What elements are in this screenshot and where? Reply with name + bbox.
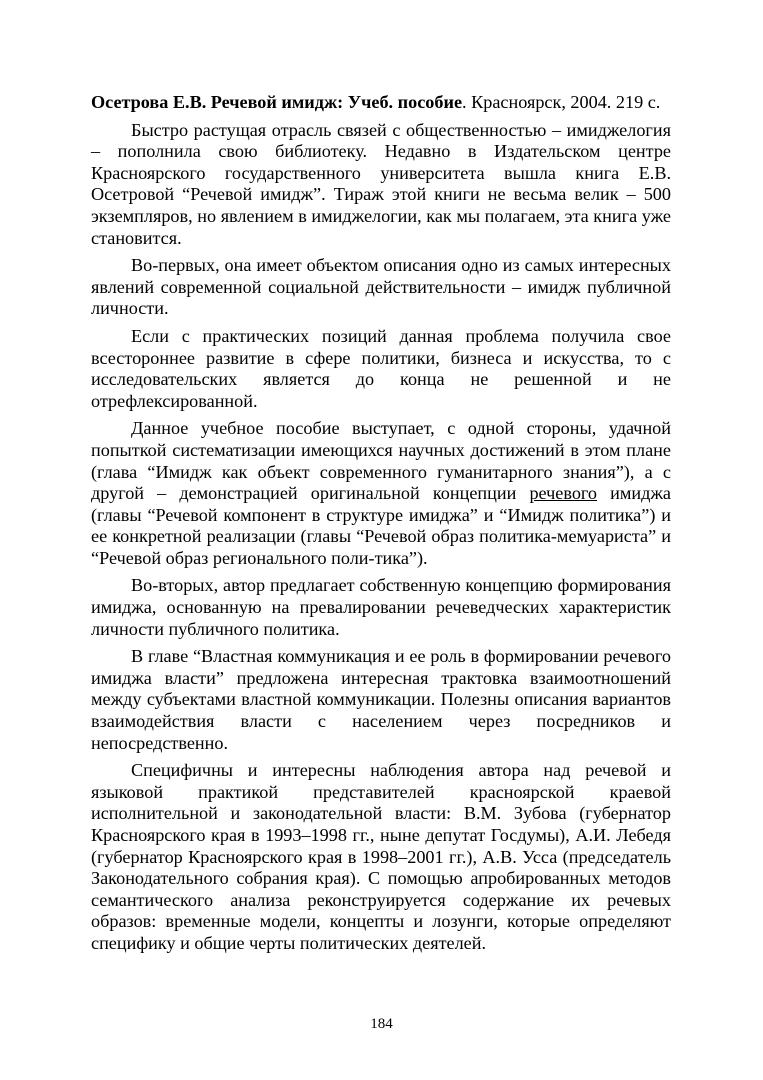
review-text — [91, 92, 671, 961]
paragraph-7: Специфичны и интересны наблюдения автора над речевой и языковой практикой представителей красноярской краевой исполнительной и законодательной власти: В.М. Зубова (губернатор Красноярского края в 1993–1998 гг., ныне депутат Госдумы), А.И. Лебедя (губернатор Красноярского края в 1998–2001 гг.), А.В. Усса (председатель Законодательного собрания края). С помощью апробированных методов семантического анализа реконструируется содержание их речевых образов: временные модели, концепты и лозунги, которые определяют специфику и общие черты политических деятелей. — [91, 760, 671, 953]
review-heading — [91, 92, 671, 114]
underlined-word: речевого — [529, 483, 598, 504]
book-title: Осетрова Е.В. Речевой имидж: Учеб. пособие — [91, 92, 463, 112]
page-number: 184 — [370, 1016, 393, 1032]
paragraph-1: Быстро растущая отрасль связей с общественностью – имиджелогия – пополнила свою библиотеку. Недавно в Издательском центре Красноярского государственного университета вышла книга Е.В. Осетровой “Речевой имидж”. Тираж этой книги не весьма велик – 500 экземпляров, но явлением в имиджелогии, как мы полагаем, эта книга уже становится. — [91, 119, 671, 248]
paragraph-5: Во-вторых, автор предлагает собственную концепцию формирования имиджа, основанную на превалировании речеведческих характеристик личности публичного политика. — [91, 575, 671, 639]
paragraph-4-before: Данное учебное пособие выступает, с одной стороны, удачной попыткой систематизации имеющихся научных достижений в этом плане (глава “Имидж как объект современного гуманитарного знания”), а с другой – демонстрацией оригинальной концепции — [91, 418, 671, 504]
paragraph-3: Если с практических позиций данная проблема получила свое всестороннее развитие в сфере политики, бизнеса и искусства, то с исследовательских является до конца не решенной и не отрефлексированной. — [91, 325, 671, 411]
paragraph-4-after: имиджа (главы “Речевой компонент в структуре имиджа” и “Имидж политика”) и ее конкретной реализации (главы “Речевой образ политика-мемуариста” и “Речевой образ регионального поли-тика”). — [91, 483, 671, 568]
paragraph-6: В главе “Властная коммуникация и ее роль в формировании речевого имиджа власти” предложена интересная трактовка взаимоотношений между субъектами властной коммуникации. Полезны описания вариантов взаимодействия власти с населением через посредников и непосредственно. — [91, 646, 671, 753]
paragraph-4 — [91, 418, 671, 569]
book-details: . Красноярск, 2004. 219 с. — [462, 92, 661, 112]
paragraph-2: Во-первых, она имеет объектом описания одно из самых интересных явлений современной социальной действительности – имидж публичной личности. — [91, 255, 671, 319]
